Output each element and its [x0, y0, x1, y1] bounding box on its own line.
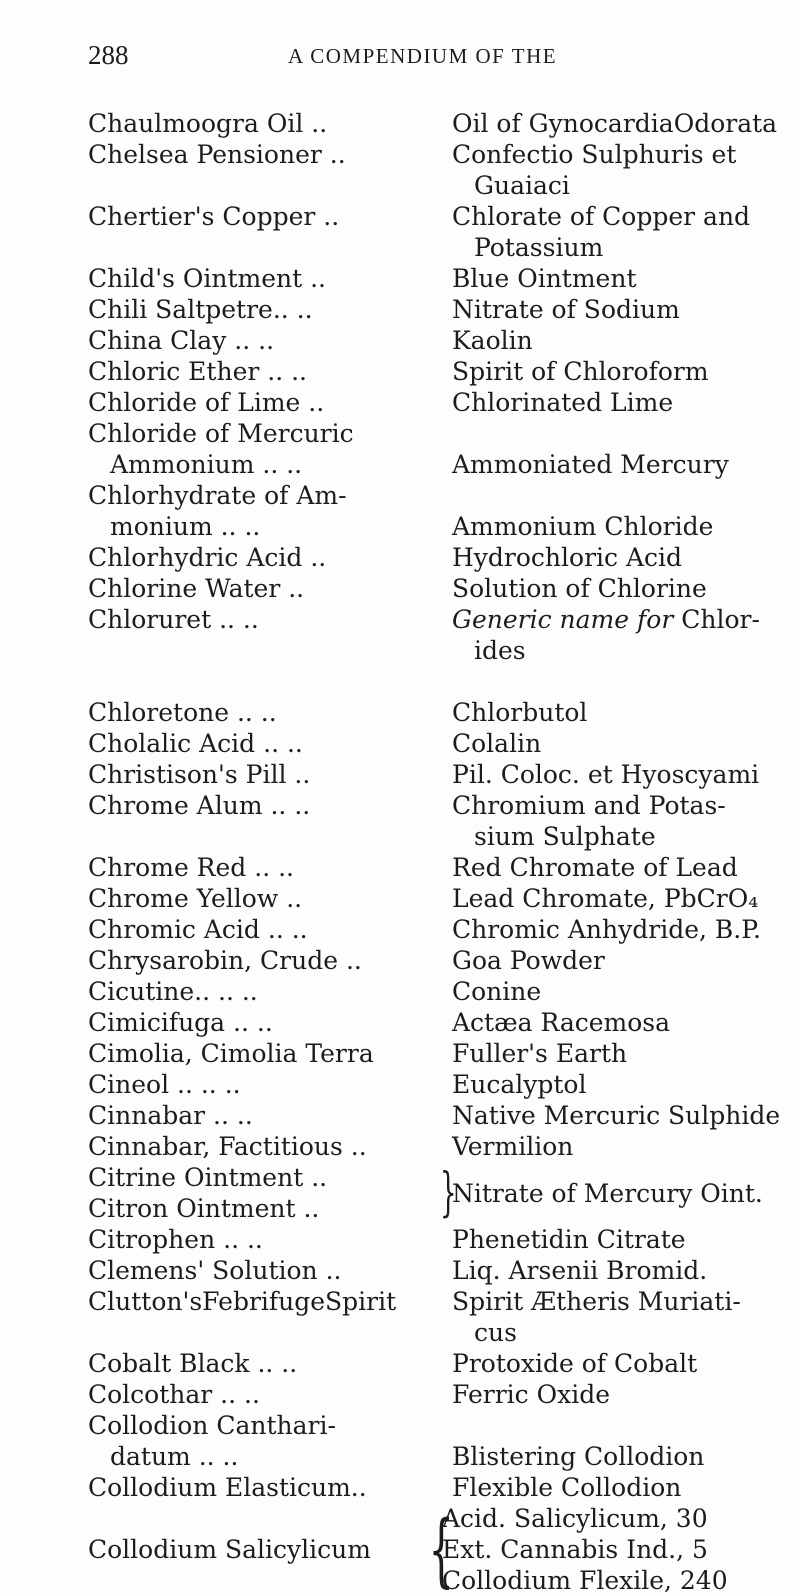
list-item: [88, 1255, 788, 1286]
entry-term: Citrophen .. ..: [88, 1225, 263, 1254]
entry-term-group: [88, 1162, 436, 1224]
entry-definition: [452, 201, 788, 263]
entry-definition: Chlorbutol: [452, 698, 588, 727]
list-item: [88, 325, 788, 356]
list-item: [88, 1410, 788, 1472]
list-item: [88, 1069, 788, 1100]
synonym-list: [88, 108, 788, 1596]
entry-definition: Nitrate of Sodium: [452, 295, 680, 324]
entry-term: Collodium Elasticum..: [88, 1473, 367, 1502]
entry-definition: Native Mercuric Sulphide: [452, 1101, 781, 1130]
entry-definition: Lead Chromate, PbCrO₄: [452, 884, 759, 913]
list-item: [88, 1007, 788, 1038]
spacer: [452, 1410, 788, 1441]
entry-definition: Red Chromate of Lead: [452, 853, 738, 882]
entry-definition: Ferric Oxide: [452, 1380, 611, 1409]
list-item: [88, 108, 788, 139]
page-header: [88, 40, 760, 80]
running-head: A COMPENDIUM OF THE: [288, 44, 558, 68]
entry-definition: [452, 480, 788, 542]
entry-definition-text: Chlor-: [673, 605, 760, 634]
entry-term: Cicutine.. .. ..: [88, 977, 258, 1006]
entry-definition-line: [452, 605, 760, 634]
entry-term: Colcothar .. ..: [88, 1380, 260, 1409]
entry-definition-line: Chlorate of Copper and: [452, 202, 751, 231]
list-item: [88, 263, 788, 294]
list-item: [88, 1131, 788, 1162]
entry-term: Chrome Yellow ..: [88, 884, 303, 913]
entry-term: Chrome Alum .. ..: [88, 791, 311, 820]
right-brace: }: [440, 1163, 457, 1223]
entry-term-line: Chloride of Mercuric: [88, 419, 354, 448]
entry-term-line: Chlorhydrate of Am-: [88, 481, 347, 510]
entry-term: Cobalt Black .. ..: [88, 1349, 298, 1378]
entry-term: Child's Ointment ..: [88, 264, 327, 293]
entry-term: Cinnabar .. ..: [88, 1101, 253, 1130]
entry-definition-line: Chromium and Potas-: [452, 791, 726, 820]
entry-term: Chlorhydric Acid ..: [88, 543, 327, 572]
entry-term: [88, 480, 452, 542]
entry-definition-line: Collodium Flexile, 240: [442, 1566, 728, 1595]
entry-term: Chloretone .. ..: [88, 698, 277, 727]
list-item: [88, 294, 788, 325]
entry-definition: Actæa Racemosa: [452, 1008, 671, 1037]
entry-term: Cinnabar, Factitious ..: [88, 1132, 367, 1161]
entry-term: Clemens' Solution ..: [88, 1256, 342, 1285]
entry-definition: Liq. Arsenii Bromid.: [452, 1256, 708, 1285]
entry-definition-line: Blistering Collodion: [452, 1442, 705, 1471]
list-item: [88, 976, 788, 1007]
entry-definition: Kaolin: [452, 326, 533, 355]
entry-definition: Goa Powder: [452, 946, 605, 975]
list-item: [88, 356, 788, 387]
list-item: [88, 883, 788, 914]
list-item: [88, 1038, 788, 1069]
entry-definition-italic: Generic name for: [452, 605, 674, 634]
entry-definition: Spirit of Chloroform: [452, 357, 709, 386]
entry-term: Christison's Pill ..: [88, 760, 311, 789]
entry-definition: Protoxide of Cobalt: [452, 1349, 698, 1378]
list-item: [88, 1162, 788, 1224]
entry-definition: Fuller's Earth: [452, 1039, 628, 1068]
entry-term: China Clay .. ..: [88, 326, 275, 355]
entry-term: Chloride of Lime ..: [88, 388, 325, 417]
list-item: [88, 1286, 788, 1348]
list-item: [88, 759, 788, 790]
entry-term-continuation: Ammonium .. ..: [110, 450, 303, 479]
entry-definition: [452, 418, 788, 480]
entry-definition: Hydrochloric Acid: [452, 543, 683, 572]
entry-definition-continuation: cus: [474, 1318, 517, 1347]
entry-definition-line: Spirit Ætheris Muriati-: [452, 1287, 741, 1316]
entry-term: Cimolia, Cimolia Terra: [88, 1039, 374, 1068]
entry-term: Citron Ointment ..: [88, 1194, 320, 1223]
entry-term: Chloric Ether .. ..: [88, 357, 307, 386]
list-item: [88, 139, 788, 201]
entry-definition-line: Confectio Sulphuris et: [452, 140, 737, 169]
entry-term: Chaulmoogra Oil ..: [88, 109, 328, 138]
list-item: [88, 945, 788, 976]
entry-definition: Flexible Collodion: [452, 1473, 682, 1502]
entry-definition: [452, 1410, 788, 1472]
spacer: [452, 480, 788, 511]
entry-definition-line: Ammoniated Mercury: [452, 450, 729, 479]
entry-definition: [452, 1286, 788, 1348]
entry-definition-line: Ext. Cannabis Ind., 5: [442, 1535, 708, 1564]
entry-term-line: Collodion Canthari-: [88, 1411, 336, 1440]
entry-definition: Pil. Coloc. et Hyoscyami: [452, 760, 760, 789]
entry-term: Collodium Salicylicum: [88, 1535, 371, 1564]
entry-term: Citrine Ointment ..: [88, 1163, 328, 1192]
entry-term: Chrome Red .. ..: [88, 853, 294, 882]
entry-definition-line: Ammonium Chloride: [452, 512, 714, 541]
entry-definition: Vermilion: [452, 1132, 574, 1161]
entry-definition: Chromic Anhydride, B.P.: [452, 915, 761, 944]
list-item: [88, 542, 788, 573]
list-item: [88, 604, 788, 666]
entry-term: Cimicifuga .. ..: [88, 1008, 273, 1037]
entry-definition-continuation: Potassium: [474, 233, 604, 262]
list-item: [88, 1503, 788, 1596]
entry-term: Chelsea Pensioner ..: [88, 140, 346, 169]
entry-term: [88, 418, 452, 480]
page-number: 288: [88, 40, 129, 70]
list-item: [88, 480, 788, 542]
list-item: [88, 914, 788, 945]
entry-definition: Blue Ointment: [452, 264, 637, 293]
entry-definition: Nitrate of Mercury Oint.: [452, 1178, 763, 1208]
list-item: [88, 573, 788, 604]
list-item: [88, 1379, 788, 1410]
entry-definition: Colalin: [452, 729, 542, 758]
entry-definition: [452, 604, 788, 666]
list-item: [88, 201, 788, 263]
entry-term-continuation: monium .. ..: [110, 512, 261, 541]
entry-definition: Solution of Chlorine: [452, 574, 707, 603]
list-item: [88, 697, 788, 728]
entry-definition-line: Acid. Salicylicum, 30: [442, 1504, 708, 1533]
entry-definition-continuation: sium Sulphate: [474, 822, 656, 851]
entry-term: Chloruret .. ..: [88, 605, 259, 634]
entry-term: Chlorine Water ..: [88, 574, 305, 603]
left-brace: {: [428, 1503, 454, 1596]
entry-term: Chrysarobin, Crude ..: [88, 946, 362, 975]
list-item: [88, 852, 788, 883]
list-item: [88, 1224, 788, 1255]
entry-term-continuation: datum .. ..: [110, 1442, 239, 1471]
entry-term: [88, 1410, 452, 1472]
entry-definition: Oil of GynocardiaOdorata: [452, 109, 778, 138]
entry-definition: [452, 790, 788, 852]
entry-term: Cineol .. .. ..: [88, 1070, 241, 1099]
entry-definition: Chlorinated Lime: [452, 388, 674, 417]
entry-definition-continuation: ides: [474, 636, 526, 665]
list-item: [88, 1472, 788, 1503]
list-item: [88, 1100, 788, 1131]
entry-term: Cholalic Acid .. ..: [88, 729, 303, 758]
spacer: [88, 666, 788, 697]
list-item: [88, 790, 788, 852]
list-item: [88, 1348, 788, 1379]
entry-term: Chromic Acid .. ..: [88, 915, 308, 944]
list-item: [88, 418, 788, 480]
list-item: [88, 387, 788, 418]
entry-definition: [442, 1503, 788, 1596]
entry-term: Chili Saltpetre.. ..: [88, 295, 313, 324]
entry-definition: Eucalyptol: [452, 1070, 587, 1099]
spacer: [452, 418, 788, 449]
entry-definition: [452, 139, 788, 201]
entry-definition: Conine: [452, 977, 542, 1006]
entry-term: Clutton'sFebrifugeSpirit: [88, 1287, 397, 1316]
entry-term: Chertier's Copper ..: [88, 202, 340, 231]
list-item: [88, 728, 788, 759]
entry-definition-continuation: Guaiaci: [474, 171, 570, 200]
entry-definition: Phenetidin Citrate: [452, 1225, 686, 1254]
